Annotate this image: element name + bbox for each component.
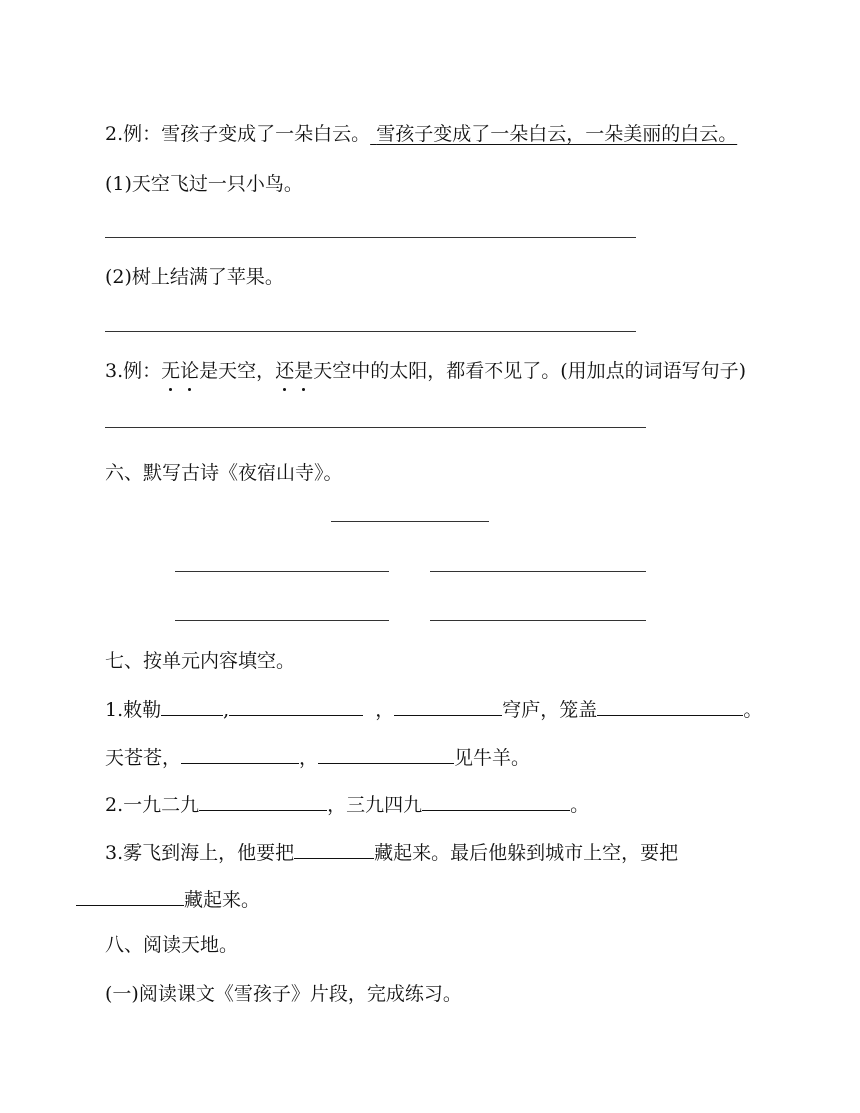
fill-line-5: 藏起来。	[76, 885, 260, 913]
section8-subtitle: (一)阅读课文《雪孩子》片段，完成练习。	[105, 983, 462, 1005]
q2-example-line	[105, 121, 737, 147]
section6-title: 六、默写古诗《夜宿山寺》。	[105, 462, 343, 484]
poem-line-2[interactable]	[430, 571, 646, 572]
poem-title-line[interactable]	[331, 521, 489, 522]
q2-prompt: 2.例：雪孩子变成了一朵白云。	[105, 123, 371, 145]
fill-blank[interactable]	[294, 838, 374, 859]
dotted-char: 是	[294, 360, 314, 382]
fill-blank[interactable]	[199, 790, 327, 811]
fill-blank[interactable]	[229, 695, 363, 716]
fill-line-3: 2.一九二九 ，三九四九 。	[105, 790, 589, 818]
q2-item-1: (1)天空飞过一只小鸟。	[105, 173, 303, 195]
section7-title: 七、按单元内容填空。	[105, 650, 296, 672]
fill-blank[interactable]	[394, 695, 502, 716]
poem-line-4[interactable]	[430, 620, 646, 621]
q2-example-answer: 雪孩子变成了一朵白云，一朵美丽的白云。	[376, 123, 738, 145]
dotted-char: 论	[180, 360, 200, 382]
dotted-char: 还	[275, 360, 295, 382]
fill-blank[interactable]	[318, 743, 454, 764]
section8-title: 八、阅读天地。	[105, 934, 239, 956]
fill-line-2: 天苍苍， ， 见牛羊。	[105, 743, 530, 771]
dotted-char: 无	[161, 360, 181, 382]
fill-blank[interactable]	[597, 695, 743, 716]
answer-line-2[interactable]	[105, 331, 636, 332]
fill-blank[interactable]	[422, 790, 570, 811]
fill-blank[interactable]	[76, 885, 184, 906]
answer-line-1[interactable]	[105, 237, 636, 238]
q3-example-line: 3.例：无论是天空，还是天空中的太阳，都看不见了。(用加点的词语写句子)	[105, 360, 747, 382]
fill-line-1: 1.敕勒 , ， 穹庐，笼盖 。	[105, 695, 762, 723]
poem-line-1[interactable]	[175, 571, 389, 572]
poem-line-3[interactable]	[175, 620, 389, 621]
q2-item-2: (2)树上结满了苹果。	[105, 266, 284, 288]
fill-line-4: 3.雾飞到海上，他要把 藏起来。最后他躲到城市上空，要把	[105, 838, 678, 866]
fill-blank[interactable]	[181, 743, 299, 764]
answer-line-3[interactable]	[105, 427, 646, 428]
fill-blank[interactable]	[161, 695, 223, 716]
